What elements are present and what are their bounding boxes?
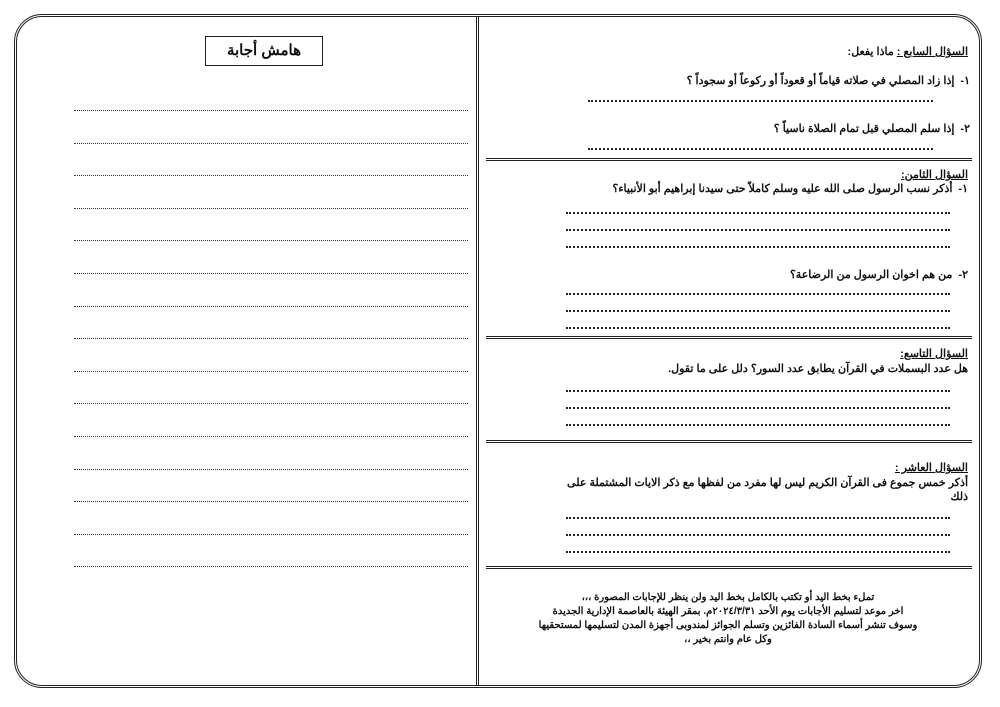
answer-line[interactable] <box>588 100 933 102</box>
footer-line-1: تملء بخط اليد أو تكتب بالكامل بخط اليد ولن ينظر للإجابات المصورة ،،، <box>581 592 875 603</box>
question-8-item-1-number: ١- <box>958 183 968 195</box>
question-7-heading-rest: ماذا يفعل: <box>847 46 897 58</box>
question-7-item-2-text: إذا سلم المصلي قبل تمام الصلاة ناسياً ؟ <box>773 123 955 135</box>
footer-line-2: اخر موعد لتسليم الأجابات يوم الأحد ٢٠٢٤/٣/٣١م. بمقر الهيئة بالعاصمة الإدارية الجديدة <box>552 606 904 617</box>
answer-line[interactable] <box>566 390 950 392</box>
answer-margin-line[interactable] <box>74 501 468 502</box>
answer-margin-line[interactable] <box>74 403 468 404</box>
question-8-item-1 <box>612 182 968 195</box>
question-8-item-2-number: ٢- <box>958 269 968 281</box>
question-8-heading: السؤال الثامن: <box>900 169 968 181</box>
answer-line[interactable] <box>566 229 950 231</box>
question-8-item-2-text: من هم اخوان الرسول من الرضاعة؟ <box>789 269 953 281</box>
answer-margin-line[interactable] <box>74 436 468 437</box>
answer-line[interactable] <box>588 148 933 150</box>
question-10-text-line-1: أذكر خمس جموع فى القرآن الكريم ليس لها مفرد من لفظها مع ذكر الايات المشتملة على <box>567 477 968 489</box>
answer-margin-line[interactable] <box>74 143 468 144</box>
question-7-heading: السؤال السابع : <box>896 46 968 58</box>
footer-line-3: وسوف تنشر أسماء السادة الفائزين وتسلم الجوائز لمندوبى أجهزة المدن لتسليمها لمستحقيها <box>538 620 918 631</box>
answer-margin-line[interactable] <box>74 371 468 372</box>
answer-line[interactable] <box>566 424 950 426</box>
question-7-item-2-number: ٢- <box>960 123 970 135</box>
answer-line[interactable] <box>566 212 950 214</box>
question-9-heading: السؤال التاسع: <box>900 348 968 360</box>
answer-margin-line[interactable] <box>74 338 468 339</box>
section-separator <box>486 336 972 339</box>
question-10-heading: السؤال العاشر : <box>894 462 968 474</box>
question-7-item-1 <box>687 74 970 87</box>
page-border <box>14 14 982 688</box>
instructions-footer <box>490 591 966 647</box>
footer-line-4: وكل عام وانتم بخير ،، <box>684 634 772 645</box>
column-divider <box>476 17 479 685</box>
answer-line[interactable] <box>566 246 950 248</box>
answer-margin-line[interactable] <box>74 566 468 567</box>
answer-line[interactable] <box>566 551 950 553</box>
answer-margin-line[interactable] <box>74 240 468 241</box>
section-separator <box>486 440 972 443</box>
question-10-text-line-2: ذلك <box>950 491 968 503</box>
answer-margin-line[interactable] <box>74 273 468 274</box>
answer-margin-line[interactable] <box>74 175 468 176</box>
question-7-heading-row <box>848 45 968 58</box>
answer-margin-line[interactable] <box>74 110 468 111</box>
answer-line[interactable] <box>566 534 950 536</box>
answer-line[interactable] <box>566 407 950 409</box>
question-8-item-1-text: أذكر نسب الرسول صلى الله عليه وسلم كاملاً حتى سيدنا إبراهيم أبو الأنبياء؟ <box>612 183 953 195</box>
answer-margin-line[interactable] <box>74 306 468 307</box>
answer-line[interactable] <box>566 327 950 329</box>
answer-line[interactable] <box>566 310 950 312</box>
question-7-item-2 <box>774 122 970 135</box>
question-8-item-2 <box>790 268 968 281</box>
answer-margin-line[interactable] <box>74 469 468 470</box>
question-7-item-1-number: ١- <box>960 75 970 87</box>
answer-margin-title: هامش أجابة <box>205 36 323 66</box>
answer-margin-line[interactable] <box>74 208 468 209</box>
answer-line[interactable] <box>566 293 950 295</box>
answer-margin-line[interactable] <box>74 534 468 535</box>
section-separator <box>486 566 972 569</box>
section-separator <box>486 158 972 161</box>
question-9-text: هل عدد البسملات في القرآن يطابق عدد السور؟ دلل على ما تقول. <box>668 363 968 375</box>
question-7-item-1-text: إذا زاد المصلي في صلاته قياماً أو قعوداً أو ركوعاً أو سجوداً ؟ <box>686 75 955 87</box>
answer-line[interactable] <box>566 517 950 519</box>
